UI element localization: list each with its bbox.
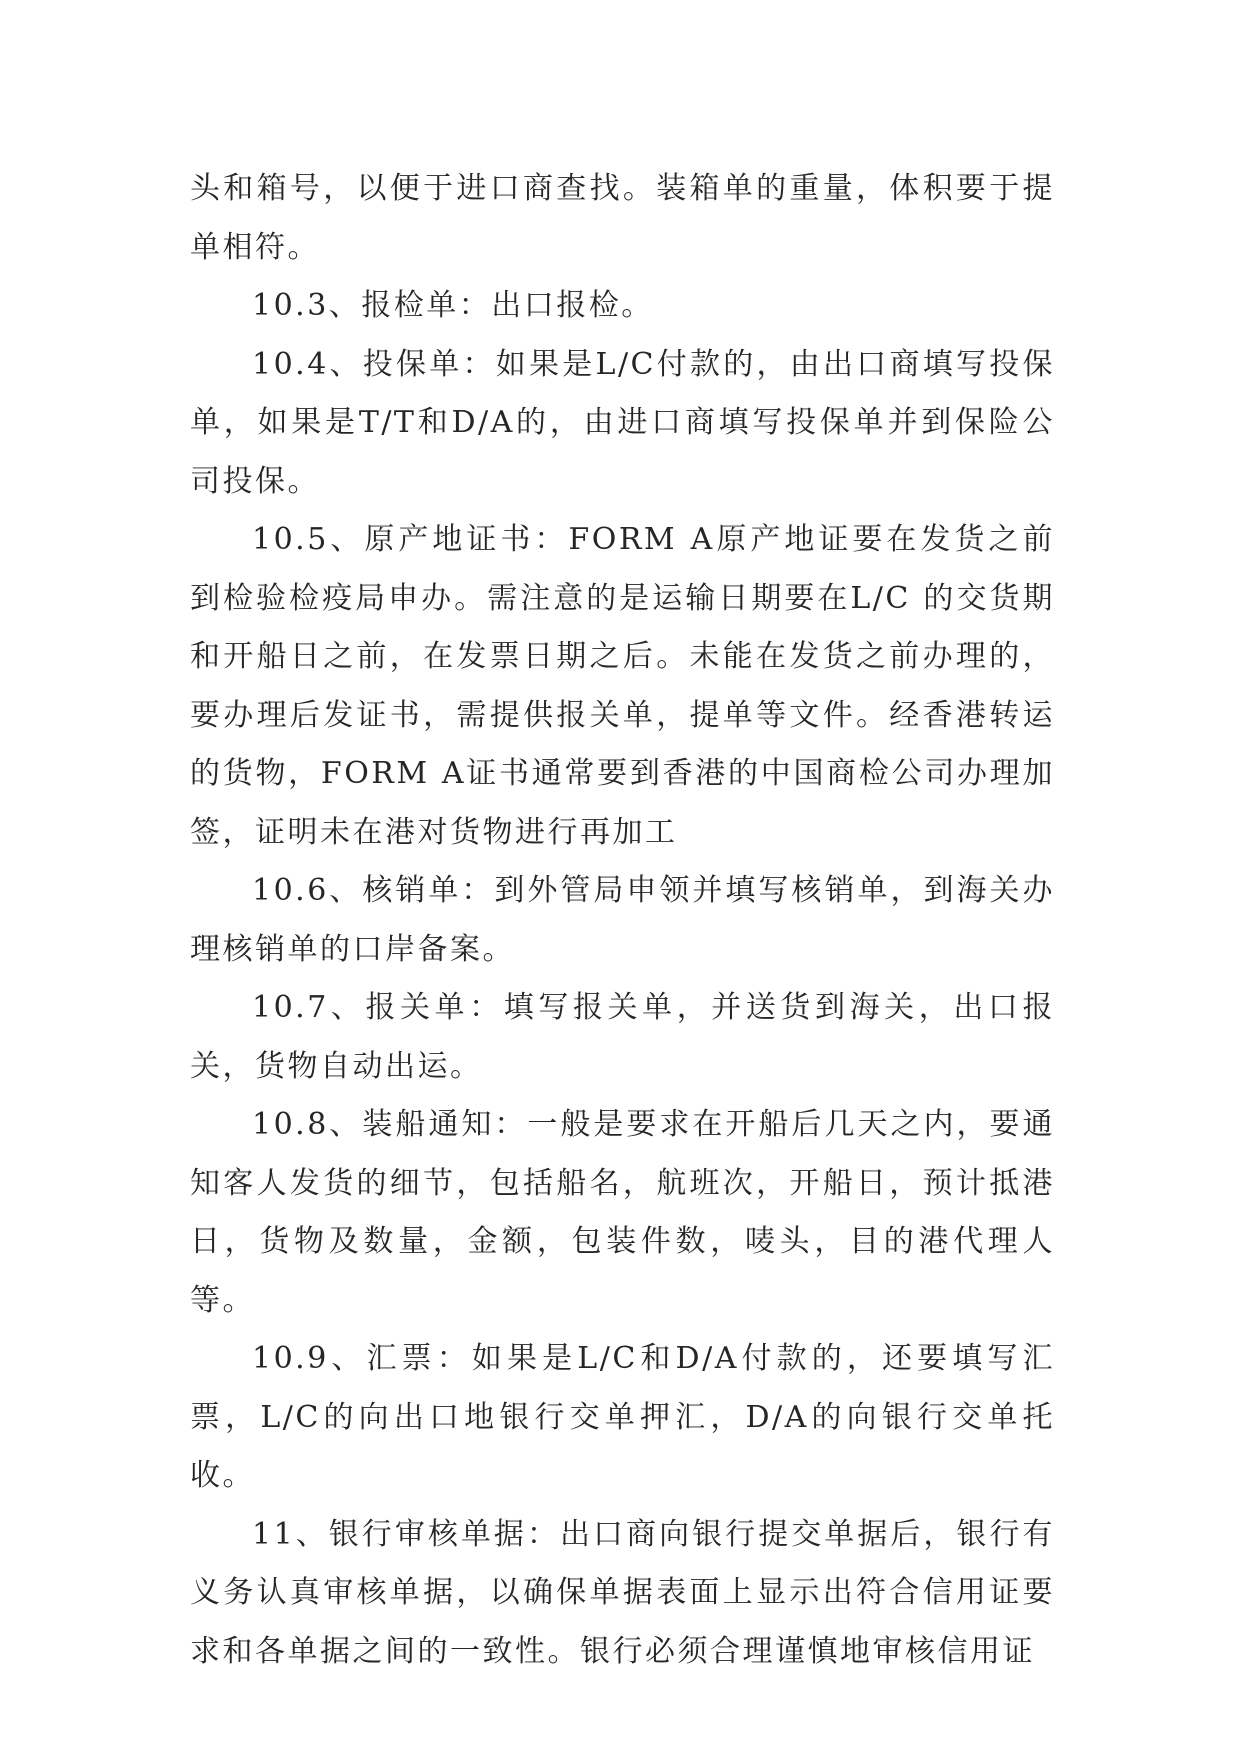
paragraph-10-4-insurance: 10.4、投保单：如果是L/C付款的，由出口商填写投保单，如果是T/T和D/A的，由进口商填写投保单并到保险公司投保。	[190, 346, 1055, 499]
paragraph-10-6-verification: 10.6、核销单：到外管局申领并填写核销单，到海关办理核销单的口岸备案。	[190, 873, 1055, 967]
paragraph-10-7-customs-declaration: 10.7、报关单：填写报关单，并送货到海关，出口报关，货物自动出运。	[190, 990, 1055, 1084]
paragraph-10-3-inspection: 10.3、报检单：出口报检。	[252, 288, 654, 323]
paragraph-11-bank-review: 11、银行审核单据：出口商向银行提交单据后，银行有义务认真审核单据，以确保单据表面上显示出符合信用证要求和各单据之间的一致性。银行必须合理谨慎地审核信用证	[190, 1516, 1055, 1669]
paragraph-10-5-certificate-of-origin: 10.5、原产地证书：FORM A原产地证要在发货之前到检验检疫局申办。需注意的是运输日期要在L/C 的交货期和开船日之前，在发票日期之后。未能在发货之前办理的，要办理后发证书，需提供报关单，提单等文件。经香港转运的货物，FORM A证书通常要到香港的中国商检公司办理加签，证明未在港对货物进行再加工	[190, 522, 1055, 850]
paragraph-packing-list-end: 头和箱号，以便于进口商查找。装箱单的重量，体积要于提单相符。	[190, 171, 1055, 265]
document-body	[190, 160, 1055, 1681]
paragraph-10-8-shipping-advice: 10.8、装船通知：一般是要求在开船后几天之内，要通知客人发货的细节，包括船名，航班次，开船日，预计抵港日，货物及数量，金额，包装件数，唛头，目的港代理人等。	[190, 1107, 1055, 1318]
paragraph-10-9-draft: 10.9、汇票：如果是L/C和D/A付款的，还要填写汇票，L/C的向出口地银行交单押汇，D/A的向银行交单托收。	[190, 1341, 1055, 1493]
